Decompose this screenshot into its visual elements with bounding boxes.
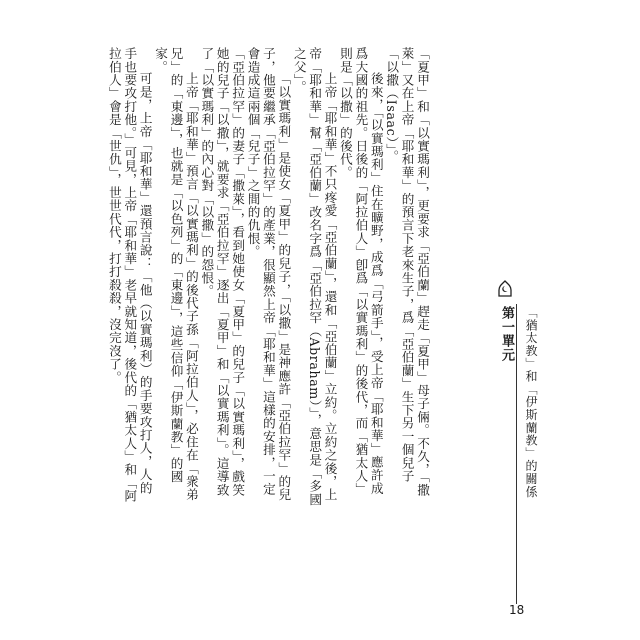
paragraph: 上帝「耶和華」不只疼愛「亞伯蘭」，還和「亞伯蘭」立約。立約之後，上帝「耶和華」幫「亞伯蘭」改名字爲「亞伯拉罕（Abraham）」，意思是「多國之父」。 [291, 47, 338, 507]
paragraph: 可是，上帝「耶和華」還預言說：「他（以實瑪利）的手要攻打人，人的手也要攻打他。」可見，上帝「耶和華」老早就知道，後代的「猶太人」和「阿拉伯人」會是「世仇」，世世代代，打打殺殺，沒完沒了。 [106, 47, 153, 503]
header-divider [516, 304, 517, 604]
unit-label: 第一單元 [499, 306, 514, 362]
mosque-crescent-icon [496, 280, 514, 298]
paragraph: 後來，「以實瑪利」住在曠野，成爲「弓箭手」，受上帝「耶和華」應許成爲大國的祖先。日後的「阿拉伯人」卽爲「以實瑪利」的後代，而「猶太人」則是「以撒」的後代。 [337, 47, 384, 496]
paragraph: 上帝「耶和華」預言「以實瑪利」的後代子孫「阿拉伯人」，必住在「衆弟兄」的「東邊」，也就是「以色列」的「東邊」，這些信仰「伊斯蘭教」的國家。 [153, 47, 199, 502]
page-number: 18 [509, 603, 525, 617]
body-text [106, 47, 430, 507]
running-header [496, 280, 552, 620]
paragraph: 「以實瑪利」是使女「夏甲」的兒子，「以撒」是神應許「亞伯拉罕」的兒子，他要繼承「亞伯拉罕」的產業，很顯然上帝「耶和華」這樣的安排，一定會造成這兩個「兒子」之間的仇恨。 [245, 47, 292, 502]
paragraph: 「夏甲」和「以實瑪利」，更要求「亞伯蘭」趕走「夏甲」母子倆。不久，「撒萊」又在上帝「耶和華」的預言下老來生子，爲「亞伯蘭」生下另一個兒子「以撒（Isaac）」。 [384, 47, 430, 497]
paragraph: 「亞伯拉罕」的妻子「撒萊」，看到她使女「夏甲」的兒子「以實瑪利」，戲笑她的兒子「以撒」，就要求「亞伯拉罕」逐出「夏甲」和「以實瑪利」。這導致了「以實瑪利」的內心對「以撒」的怨恨。 [199, 47, 246, 497]
section-title: 「猶太教」和「伊斯蘭教」的關係 [524, 306, 538, 498]
